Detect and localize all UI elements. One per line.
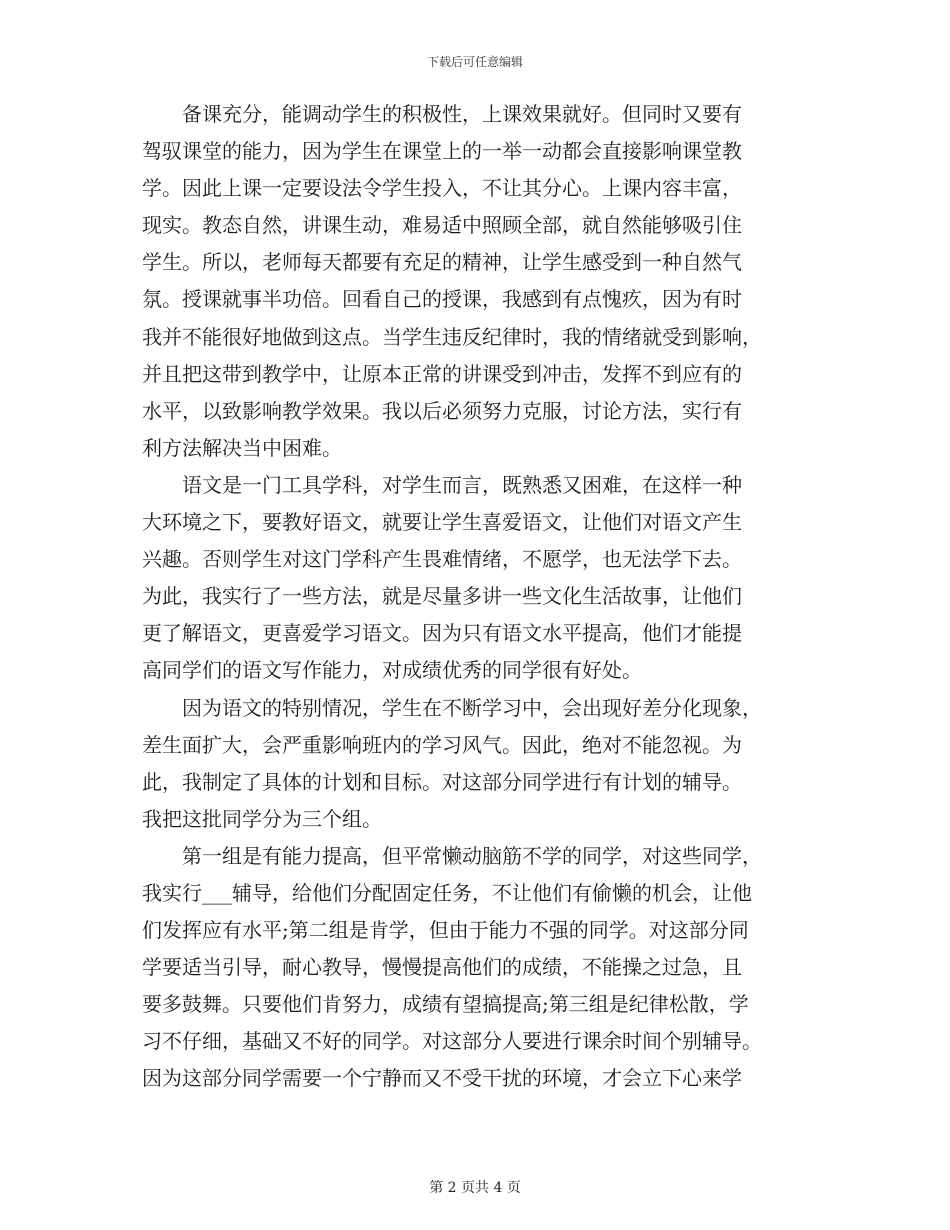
text-line: 语文是一门工具学科，对学生而言，既熟悉又困难，在这样一种 <box>142 472 742 497</box>
text-line: 因为语文的特别情况，学生在不断学习中，会出现好差分化现象， <box>142 695 762 720</box>
text-line: 大环境之下，要教好语文，就要让学生喜爱语文，让他们对语文产生 <box>142 510 742 535</box>
text-line: 因为这部分同学需要一个宁静而又不受干扰的环境，才会立下心来学 <box>142 1066 742 1091</box>
page-header: 下载后可任意编辑 <box>426 55 523 69</box>
text-line: 我实行___辅导，给他们分配固定任务，不让他们有偷懒的机会，让他 <box>142 880 752 905</box>
text-line: 要多鼓舞。只要他们肯努力，成绩有望搞提高;第三组是纪律松散，学 <box>142 992 749 1017</box>
text-line: 为此，我实行了一些方法，就是尽量多讲一些文化生活故事，让他们 <box>142 584 742 609</box>
document-body <box>142 96 810 1098</box>
text-line: 习不仔细，基础又不好的同学。对这部分人要进行课余时间个别辅导。 <box>142 1029 762 1054</box>
text-line: 学要适当引导，耐心教导，慢慢提高他们的成绩，不能操之过急，且 <box>142 955 742 980</box>
text-line: 学。因此上课一定要设法令学生投入，不让其分心。上课内容丰富， <box>142 176 742 201</box>
text-line: 备课充分，能调动学生的积极性，上课效果就好。但同时又要有 <box>142 102 742 126</box>
page-number: 第 2 页共 4 页 <box>429 1180 521 1196</box>
text-line: 兴趣。否则学生对这门学科产生畏难情绪，不愿学，也无法学下去。 <box>142 547 742 572</box>
text-line: 第一组是有能力提高，但平常懒动脑筋不学的同学，对这些同学， <box>142 843 762 868</box>
text-line: 氛。授课就事半功倍。回看自己的授课，我感到有点愧疚，因为有时 <box>142 287 742 312</box>
text-line: 差生面扩大，会严重影响班内的学习风气。因此，绝对不能忽视。为 <box>142 732 742 757</box>
text-line: 此，我制定了具体的计划和目标。对这部分同学进行有计划的辅导。 <box>142 769 742 794</box>
text-line: 水平，以致影响教学效果。我以后必须努力克服，讨论方法，实行有 <box>142 398 742 423</box>
text-line: 并且把这带到教学中，让原本正常的讲课受到冲击，发挥不到应有的 <box>142 361 742 386</box>
text-line: 学生。所以，老师每天都要有充足的精神，让学生感受到一种自然气 <box>142 250 742 275</box>
text-line: 们发挥应有水平;第二组是肯学，但由于能力不强的同学。对这部分同 <box>142 918 749 943</box>
text-line: 高同学们的语文写作能力，对成绩优秀的同学很有好处。 <box>142 658 642 683</box>
text-line: 现实。教态自然，讲课生动，难易适中照顾全部，就自然能够吸引住 <box>142 213 742 238</box>
text-line: 驾驭课堂的能力，因为学生在课堂上的一举一动都会直接影响课堂教 <box>142 139 742 164</box>
text-line: 我并不能很好地做到这点。当学生违反纪律时，我的情绪就受到影响， <box>142 324 762 349</box>
text-line: 利方法解决当中困难。 <box>142 435 342 460</box>
text-line: 更了解语文，更喜爱学习语文。因为只有语文水平提高，他们才能提 <box>142 621 742 646</box>
text-line: 我把这批同学分为三个组。 <box>142 806 382 831</box>
